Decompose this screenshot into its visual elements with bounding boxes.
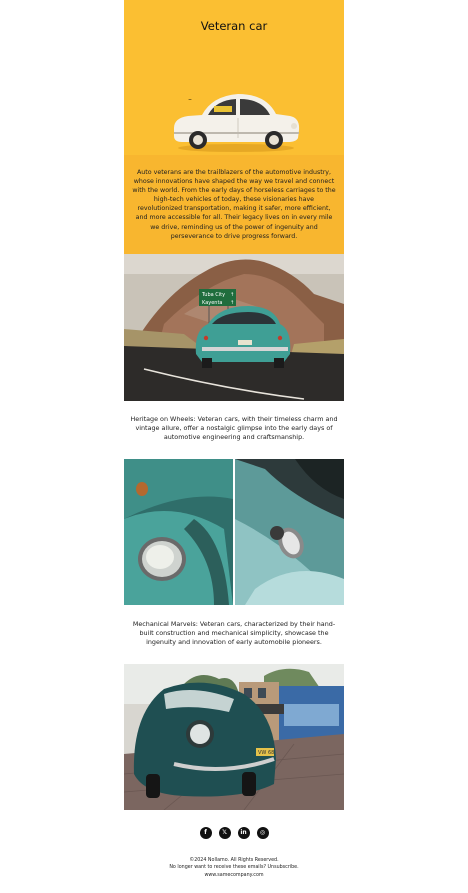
footer-copyright: ©2024 Nollamo. All Rights Reserved.: [189, 857, 279, 863]
instagram-icon[interactable]: ◎: [257, 827, 269, 839]
spacer: [124, 401, 344, 415]
hero-section: [124, 0, 344, 254]
footer-website-link[interactable]: www.samecompany.com: [204, 872, 264, 878]
spacer: [124, 605, 344, 620]
hero-car-image: [168, 88, 304, 152]
headlight-closeup-photo: [124, 459, 233, 605]
spacer: [124, 648, 344, 664]
license-plate: VW 68: [258, 749, 275, 756]
hero-title: Veteran car: [200, 19, 268, 33]
email-container: [124, 0, 344, 879]
sign-top-arrow: ↑: [230, 292, 235, 298]
caption-heritage: Heritage on Wheels: Veteran cars, with their timeless charm and vintage allure, offer a nostalgic glimpse into the early days of automotive engineering and craftsmanship.: [130, 415, 338, 442]
facebook-icon[interactable]: f: [200, 827, 212, 839]
x-icon[interactable]: 𝕏: [219, 827, 231, 839]
social-icons: [124, 827, 344, 839]
spacer: [124, 442, 344, 459]
sign-bottom-arrow: ↑: [230, 300, 235, 306]
road-car-photo: [124, 254, 344, 401]
mirror-closeup-photo: [235, 459, 344, 605]
footer-unsubscribe-link[interactable]: No longer want to receive these emails? Unsubscribe.: [169, 865, 299, 871]
street-beetle-photo: [124, 664, 344, 810]
caption-mechanical: Mechanical Marvels: Veteran cars, characterized by their hand-built construction and mechanical simplicity, showcase the ingenuity and innovation of early automobile pioneers.: [132, 620, 336, 647]
sign-top-text: Tuba City: [202, 292, 226, 298]
closeup-photo-row: [124, 459, 344, 605]
sign-bottom-text: Kayenta: [202, 300, 223, 306]
footer: [124, 857, 344, 880]
linkedin-icon[interactable]: in: [238, 827, 250, 839]
hero-text: Auto veterans are the trailblazers of the automotive industry, whose innovations have shaped the way we travel and connect with the world. From the early days of horseless carriages to the high-tech vehicles of today, these visionaries have revolutionized transportation, making it safer, more efficient, and more accessible for all. Their legacy lives on in every mile we drive, reminding us of the power of ingenuity and perseverance to drive progress forward.: [132, 169, 336, 240]
